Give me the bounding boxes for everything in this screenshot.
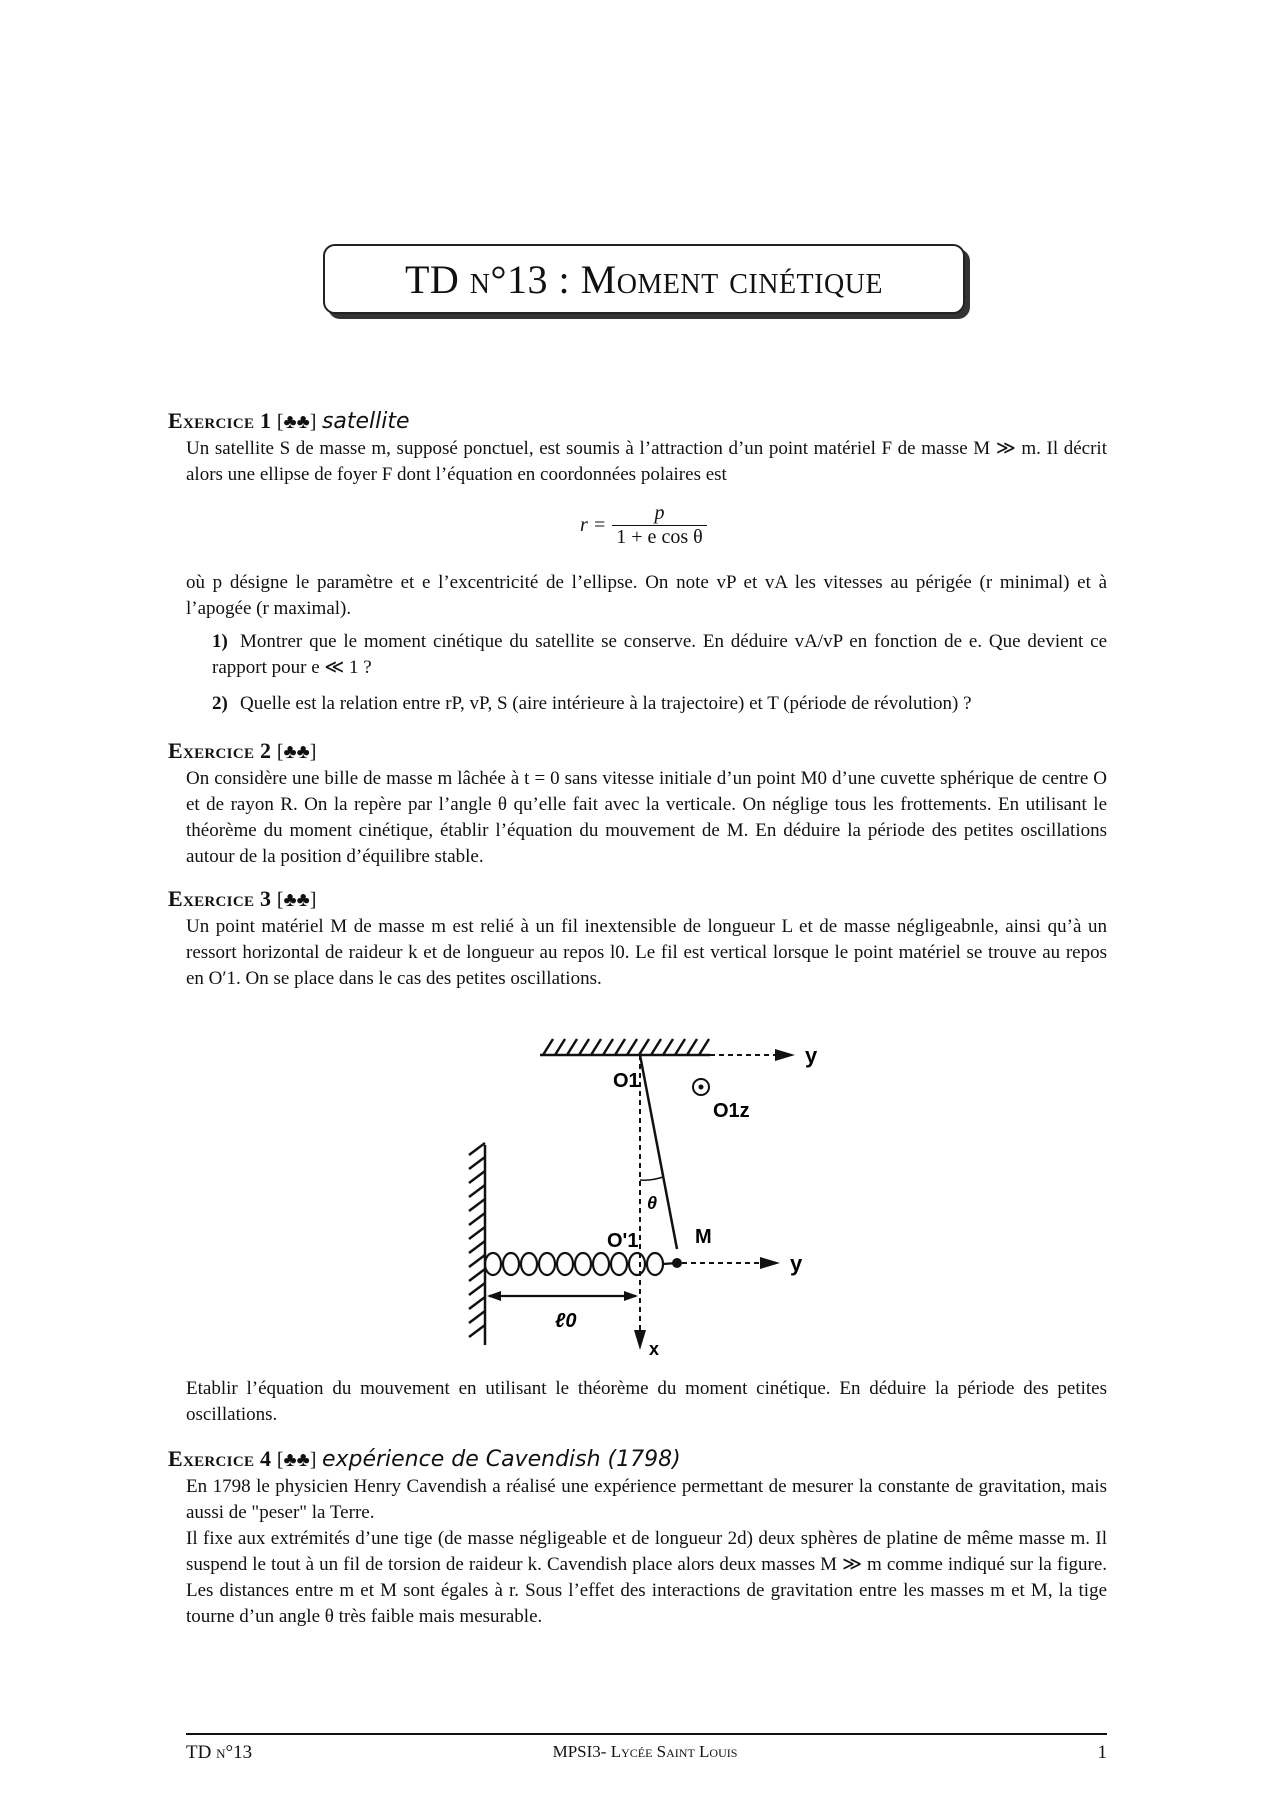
label-m: M	[695, 1226, 712, 1248]
exercise-3-heading: Exercice 3 [♣♣]	[168, 886, 317, 911]
label-theta: θ	[647, 1193, 658, 1213]
page-title: TD n°13 : Moment cinétique	[404, 256, 884, 302]
title-box	[323, 244, 965, 314]
exercise-1-text: où p désigne le paramètre et e l’excentricité de l’ellipse. On note vP et vA les vitesses au périgée (r minimal) et à l’apogée (r maximal).	[186, 572, 1107, 619]
l0-right-arrow	[624, 1291, 638, 1301]
exercise-4-heading: Exercice 4 [♣♣] expérience de Cavendish (1798)	[168, 1446, 681, 1472]
label-y-bottom: y	[790, 1251, 803, 1276]
wall-hatching	[469, 1143, 485, 1345]
label-l0: ℓ0	[555, 1310, 577, 1332]
label-x: x	[649, 1339, 660, 1359]
o1z-axis-dot	[699, 1085, 704, 1090]
ellipse-formula: r = $\frac{p}{\text{1 + e cos θ}}$	[580, 502, 707, 549]
pendulum-spring-figure	[455, 1015, 855, 1360]
ceiling-hatching	[540, 1039, 710, 1055]
label-y-top: y	[805, 1043, 818, 1068]
pendulum-string	[640, 1055, 677, 1249]
exercise-1-question-2: 2) Quelle est la relation entre rP, vP, S (aire intérieure à la trajectoire) et T (période de révolution) ?	[212, 693, 972, 714]
footer-rule	[186, 1733, 1107, 1735]
label-o1: O1	[613, 1070, 640, 1092]
formula-denominator: 1 + e cos θ	[612, 525, 706, 549]
label-o1z: O1z	[713, 1100, 750, 1122]
mass-point-m	[672, 1258, 682, 1268]
l0-left-arrow	[487, 1291, 501, 1301]
exercise-4-intro: En 1798 le physicien Henry Cavendish a réalisé une expérience permettant de mesurer la constante de gravitation, mais aussi de "peser" la Terre.	[186, 1476, 1107, 1523]
label-o1-prime: O'1	[607, 1230, 639, 1252]
exercise-3-text: Un point matériel M de masse m est relié à un fil inextensible de longueur L et de masse négligeabnle, ainsi qu’à un ressort horizontal de raideur k et de longueur au repos l0. Le fil est vertical lorsque le point matériel se trouve au repos en O′1. On se place dans le cas des petites oscillations.	[186, 916, 1107, 989]
formula-numerator: p	[654, 502, 665, 524]
exercise-1-question-1: 1) Montrer que le moment cinétique du satellite se conserve. En déduire vA/vP en fonction de e. Que devient ce rapport pour e ≪ 1 ?	[212, 631, 1107, 678]
footer-left: TD n°13	[186, 1742, 253, 1763]
bottom-y-arrow	[760, 1257, 780, 1269]
exercise-1-intro: Un satellite S de masse m, supposé ponctuel, est soumis à l’attraction d’un point matériel F de masse M ≫ m. Il décrit alors une ellipse de foyer F dont l’équation en coordonnées polaires est	[186, 438, 1107, 485]
exercise-3-question: Etablir l’équation du mouvement en utilisant le théorème du moment cinétique. En déduire la période des petites oscillations.	[186, 1378, 1107, 1425]
theta-arc	[640, 1177, 663, 1180]
top-y-arrow	[775, 1049, 795, 1061]
exercise-1-heading: Exercice 1 [♣♣] satellite	[168, 408, 410, 434]
page-number: 1	[1097, 1742, 1107, 1763]
x-arrow	[634, 1330, 646, 1350]
exercise-4-text: Il fixe aux extrémités d’une tige (de masse négligeable et de longueur 2d) deux sphères de platine de même masse m. Il suspend le tout à un fil de torsion de raideur k. Cavendish place alors deux masses M ≫ m comme indiqué sur la figure. Les distances entre m et M sont égales à r. Sous l’effet des interactions de gravitation entre les masses m et M, la tige tourne d’un angle θ très faible mais mesurable.	[186, 1528, 1107, 1627]
footer-center: MPSI3- Lycée Saint Louis	[552, 1742, 738, 1761]
exercise-2-text: On considère une bille de masse m lâchée à t = 0 sans vitesse initiale d’un point M0 d’une cuvette sphérique de centre O et de rayon R. On la repère par l’angle θ qu’elle fait avec la verticale. On néglige tous les frottements. En utilisant le théorème du moment cinétique, établir l’équation du mouvement de M. En déduire la période des petites oscillations autour de la position d’équilibre stable.	[186, 768, 1107, 867]
spring	[485, 1253, 677, 1275]
exercise-2-heading: Exercice 2 [♣♣]	[168, 738, 317, 763]
